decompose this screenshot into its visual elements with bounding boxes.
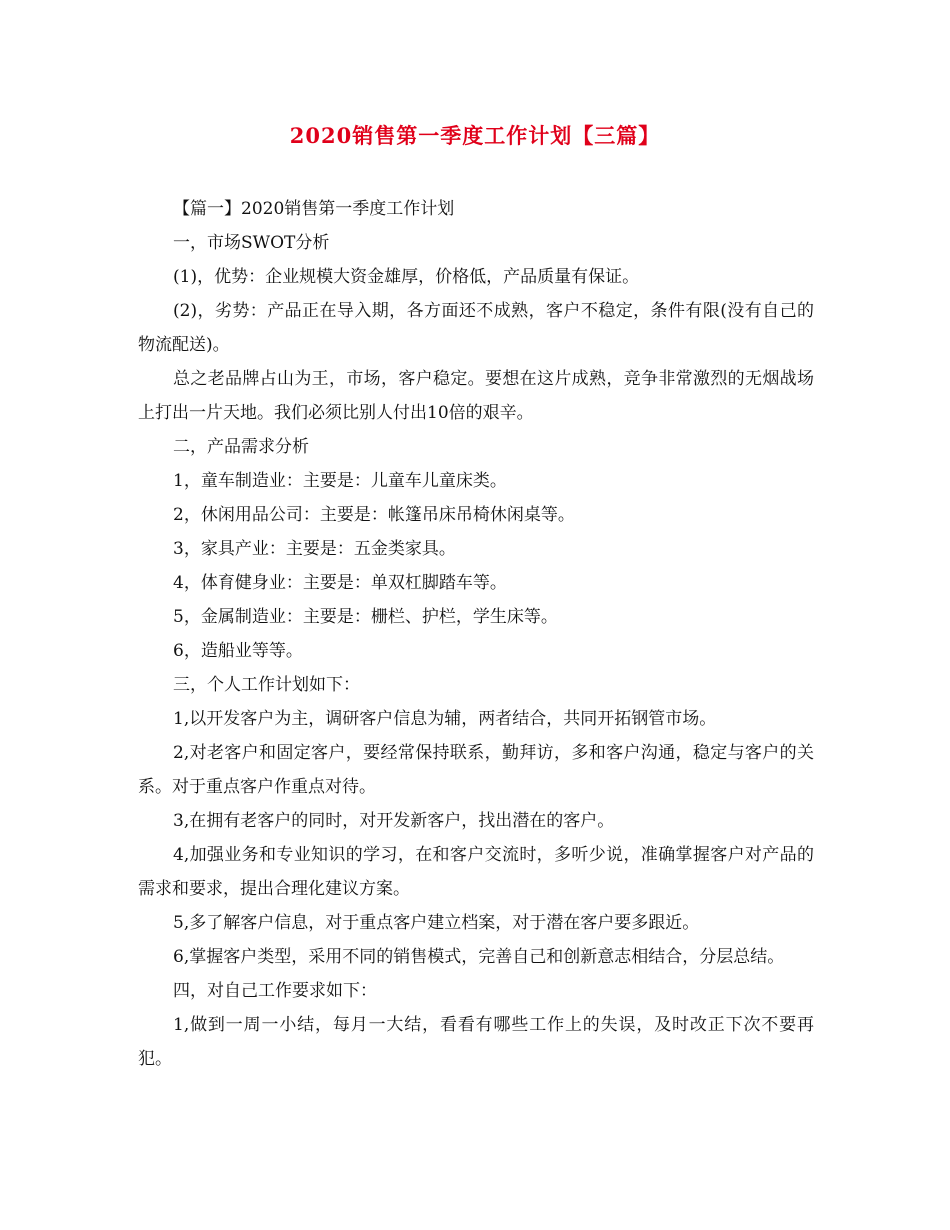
paragraph: 1，童车制造业：主要是：儿童车儿童床类。 [173, 471, 507, 491]
paragraph: 5，金属制造业：主要是：栅栏、护栏，学生床等。 [173, 607, 558, 627]
paragraph: 二，产品需求分析 [173, 437, 309, 457]
paragraph: 3,在拥有老客户的同时，对开发新客户，找出潜在的客户。 [173, 811, 615, 831]
paragraph: 【篇一】2020销售第一季度工作计划 [173, 199, 455, 219]
paragraph: 一，市场SWOT分析 [173, 233, 330, 253]
paragraph: 5,多了解客户信息，对于重点客户建立档案，对于潜在客户要多跟近。 [173, 913, 700, 933]
paragraph: 三，个人工作计划如下： [173, 675, 360, 695]
paragraph: 1,做到一周一小结，每月一大结，看看有哪些工作上的失误，及时改正下次不要再犯。 [138, 1015, 814, 1069]
paragraph: 6，造船业等等。 [173, 641, 303, 661]
paragraph: 1,以开发客户为主，调研客户信息为辅，两者结合，共同开拓钢管市场。 [173, 709, 717, 729]
paragraph: 4,加强业务和专业知识的学习，在和客户交流时，多听少说，准确掌握客户对产品的需求和要求，提出合理化建议方案。 [138, 845, 814, 899]
paragraph: 4，体育健身业：主要是：单双杠脚踏车等。 [173, 573, 507, 593]
paragraph: 总之老品牌占山为王，市场，客户稳定。要想在这片成熟，竞争非常激烈的无烟战场上打出一片天地。我们必须比别人付出10倍的艰辛。 [138, 369, 814, 423]
document-body [138, 192, 814, 1076]
paragraph: (1)，优势：企业规模大资金雄厚，价格低，产品质量有保证。 [173, 267, 640, 287]
paragraph: 6,掌握客户类型，采用不同的销售模式，完善自己和创新意志相结合，分层总结。 [173, 947, 785, 967]
paragraph: 3，家具产业：主要是：五金类家具。 [173, 539, 456, 559]
document-title: 2020销售第一季度工作计划【三篇】 [289, 123, 661, 148]
paragraph: 四，对自己工作要求如下： [173, 981, 377, 1001]
paragraph: 2，休闲用品公司：主要是：帐篷吊床吊椅休闲桌等。 [173, 505, 575, 525]
paragraph: (2)，劣势：产品正在导入期，各方面还不成熟，客户不稳定，条件有限(没有自己的物流配送)。 [138, 301, 814, 355]
paragraph: 2,对老客户和固定客户，要经常保持联系，勤拜访，多和客户沟通，稳定与客户的关系。对于重点客户作重点对待。 [138, 743, 814, 797]
